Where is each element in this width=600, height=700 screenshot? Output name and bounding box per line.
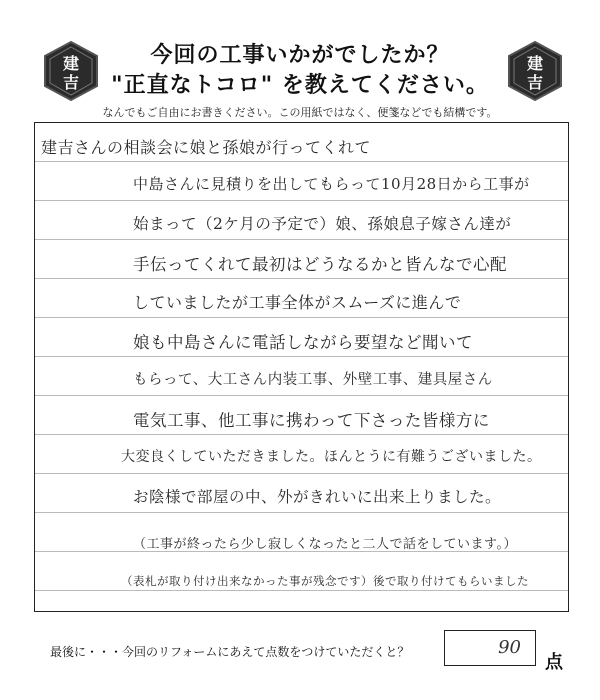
handwritten-line: 始まって（2ケ月の予定で）娘、孫娘息子嫁さん達が [133,215,512,233]
handwritten-line: 手伝ってくれて最初はどうなるかと皆んなで心配 [133,255,507,274]
score-value: 90 [498,637,521,658]
score-prompt: 最後に・・・今回のリフォームにあえて点数をつけていただくと？ [50,645,410,659]
ruled-line [35,512,568,513]
logo-text-bottom: 吉 [62,73,80,92]
ruled-line [35,161,568,162]
handwritten-line: していましたが工事全体がスムーズに進んで [133,293,462,312]
handwritten-line: 電気工事、他工事に携わって下さった皆様方に [133,411,490,430]
logo-text-top: 建 [62,54,80,73]
ruled-line [35,317,568,318]
page-title-line-2: "正直なトコロ" を教えてください。 [111,73,489,98]
ruled-line [35,278,568,279]
page-subtitle: なんでもご自由にお書きください。この用紙ではなく、便箋などでも結構です。 [102,106,498,119]
handwritten-line: 建吉さんの相談会に娘と孫娘が行ってくれて [41,138,372,157]
score-box [444,630,536,666]
handwritten-line: 中島さんに見積りを出してもらって10月28日から工事が [133,175,530,193]
handwritten-line: 大変良くしていただきました。ほんとうに有難うございました。 [121,449,542,465]
handwritten-line: 娘も中島さんに電話しながら要望など聞いて [133,333,473,352]
ruled-line [35,434,568,435]
logo-text-bottom: 吉 [526,73,544,92]
handwritten-line: （工事が終ったら少し寂しくなったと二人で話をしています。） [133,537,517,552]
handwritten-line: （表札が取り付け出来なかった事が残念です）後で取り付けてもらいました [121,574,529,588]
ruled-line [35,200,568,201]
ruled-line [35,356,568,357]
comment-sheet [34,122,569,612]
ruled-line [35,473,568,474]
handwritten-line: お陰様で部屋の中、外がきれいに出来上りました。 [133,488,502,506]
logo-text-top: 建 [526,54,544,73]
ruled-line [35,239,568,240]
page-title-line-1: 今回の工事いかがでしたか？ [150,43,450,68]
score-unit: 点 [545,652,563,673]
ruled-line [35,395,568,396]
ruled-line [35,590,568,591]
handwritten-line: もらって、大工さん内装工事、外壁工事、建具屋さん [133,372,493,388]
